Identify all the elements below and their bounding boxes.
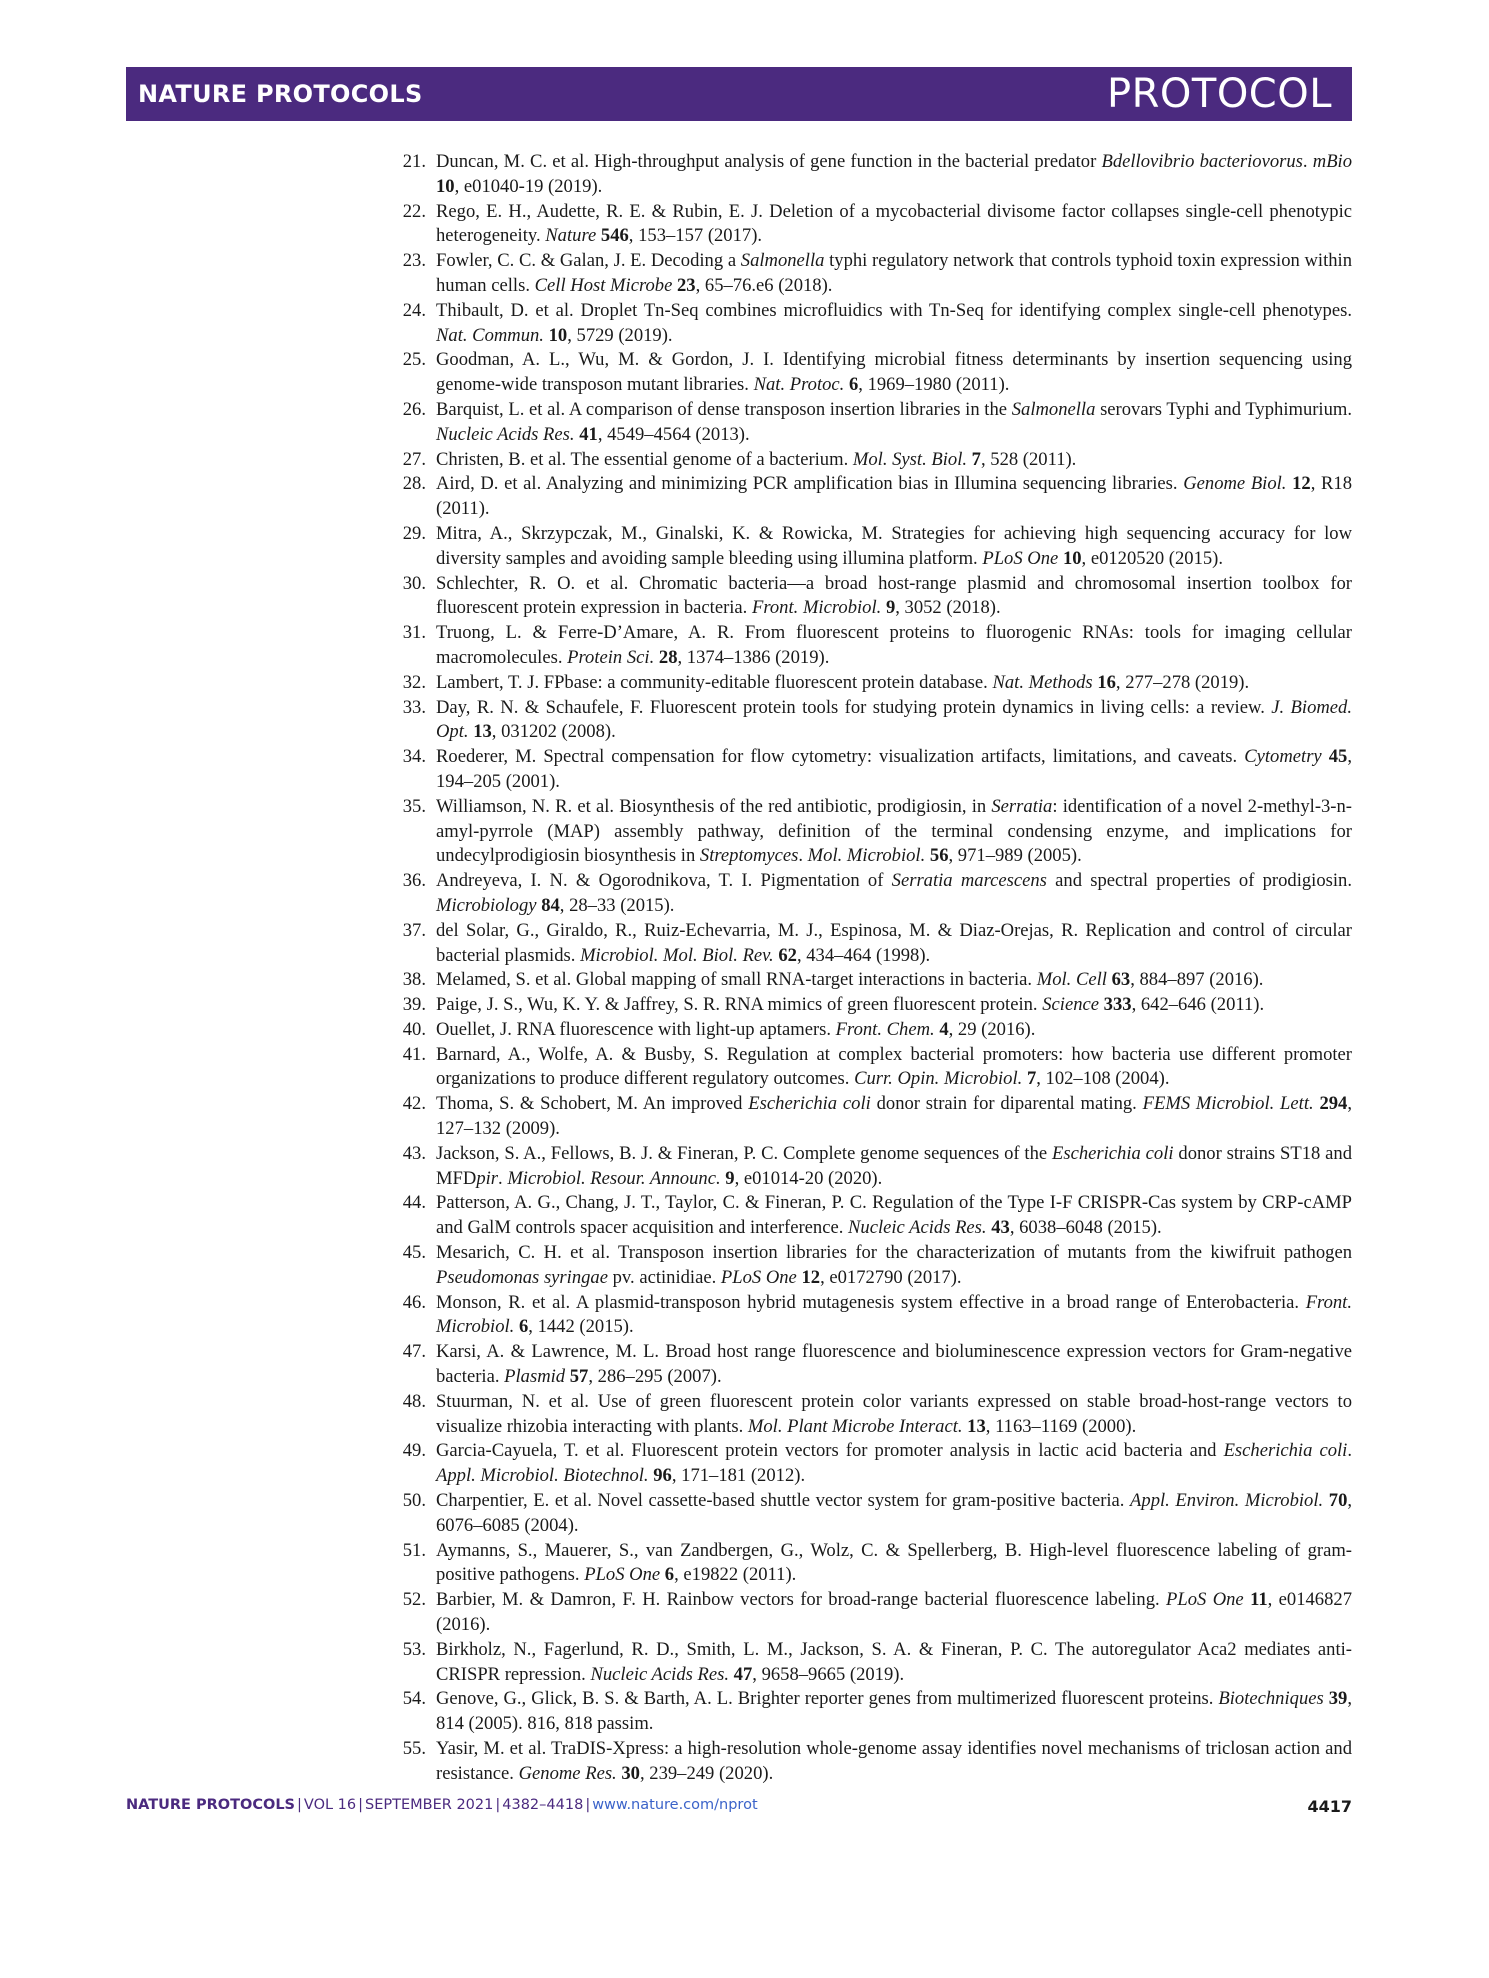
reference-italic-text: Genome Biol. [1183,473,1287,495]
reference-text [436,1540,1352,1586]
reference-number: 46. [402,1291,426,1313]
reference-volume: 39 [1328,1688,1348,1710]
reference-italic-text: Nat. Methods [992,671,1093,693]
reference-number: 23. [402,250,426,272]
reference-text-segment: Birkholz, N., Fagerlund, R. D., Smith, L. M., Jackson, S. A. & Fineran, P. C. The autoregulator Aca2 mediates anti-CRISPR repression. [436,1638,1352,1685]
reference-text-segment: , 642–646 (2011). [1131,994,1265,1016]
reference-number: 43. [402,1142,426,1164]
footer-journal-link[interactable]: www.nature.com/nprot [592,1797,758,1813]
reference-text-segment: , 971–989 (2005). [948,845,1082,867]
reference-number: 52. [402,1589,426,1611]
reference-italic-text: Escherichia coli [748,1093,871,1115]
page-number: 4417 [1307,1797,1352,1816]
reference-italic-text: Microbiol. Resour. Announc. [507,1167,721,1189]
reference-text-segment: , 5729 (2019). [567,324,673,346]
reference-volume: 12 [1292,473,1311,495]
reference-text-segment: , 814 (2005). 816, 818 passim. [436,1688,1352,1735]
reference-text [436,622,1352,668]
reference-text [436,151,1352,197]
reference-text-segment: , 127–132 (2009). [436,1093,1352,1140]
reference-text-segment: Karsi, A. & Lawrence, M. L. Broad host range fluorescence and bioluminescence expression vectors for Gram-negative bacteria. [436,1341,1352,1388]
reference-item [388,1092,1352,1142]
reference-text [436,201,1352,247]
reference-text-segment: Genove, G., Glick, B. S. & Barth, A. L. Brighter reporter genes from multimerized fluorescent proteins. [436,1688,1219,1710]
reference-text-segment: serovars Typhi and Typhimurium. [1095,398,1353,420]
reference-text-segment: , 4549–4564 (2013). [597,423,750,445]
reference-italic-text: Appl. Environ. Microbiol. [1130,1490,1324,1512]
reference-text-segment: Rego, E. H., Audette, R. E. & Rubin, E. J. Deletion of a mycobacterial divisome factor collapses single-cell phenotypic heterogeneity. [436,200,1352,247]
reference-text [436,573,1352,619]
reference-item [388,249,1352,299]
reference-item [388,1687,1352,1737]
reference-text-segment: Andreyeva, I. N. & Ogorodnikova, T. I. Pigmentation of [436,870,892,892]
reference-number: 55. [402,1738,426,1759]
reference-text-segment: , e0120520 (2015). [1081,547,1224,569]
reference-italic-text: Bdellovibrio bacteriovorus [1101,151,1303,172]
reference-item [388,1191,1352,1241]
reference-number: 32. [402,671,426,693]
reference-number: 44. [402,1192,426,1214]
reference-number: 40. [402,1018,426,1040]
reference-item [388,1043,1352,1093]
reference-italic-text: Genome Res. [518,1762,617,1784]
reference-text [436,746,1352,792]
reference-italic-text: Front. Microbiol. [436,1291,1352,1338]
reference-item [388,621,1352,671]
reference-text-segment: Fowler, C. C. & Galan, J. E. Decoding a [436,250,741,272]
reference-item [388,1439,1352,1489]
reference-item [388,993,1352,1018]
reference-text-segment: , e0172790 (2017). [820,1266,962,1288]
reference-number: 34. [402,746,426,768]
reference-text-segment: , 9658–9665 (2019). [752,1663,905,1685]
reference-text-segment: , R18 (2011). [436,473,1352,520]
reference-text [436,920,1352,966]
footer-journal-name: NATURE PROTOCOLS [126,1797,296,1813]
reference-volume: 96 [653,1465,672,1487]
reference-italic-text: Nucleic Acids Res. [590,1663,730,1685]
reference-item [388,919,1352,969]
reference-italic-text: Cytometry [1244,746,1322,768]
reference-text [436,300,1352,346]
reference-volume: 56 [929,845,949,867]
reference-number: 30. [402,572,426,594]
footer-separator: | [358,1797,364,1813]
reference-text [436,994,1264,1015]
reference-text [436,1192,1352,1238]
reference-text-segment: , 1163–1169 (2000). [985,1415,1137,1437]
reference-italic-text: Plasmid [504,1366,566,1388]
reference-text [436,349,1352,395]
reference-item [388,398,1352,448]
reference-italic-text: Escherichia coli [1052,1142,1174,1164]
reference-number: 42. [402,1093,426,1115]
reference-number: 21. [402,151,426,172]
reference-text-segment: , 171–181 (2012). [671,1465,806,1487]
reference-text [436,1589,1352,1635]
reference-italic-text: PLoS One [1166,1589,1244,1611]
reference-text-segment: Mitra, A., Skrzypczak, M., Ginalski, K. & Rowicka, M. Strategies for achieving high sequencing accuracy for low diversity samples and avoiding sample bleeding using illumina platform. [436,522,1352,569]
reference-volume: 47 [733,1663,753,1685]
reference-number: 29. [402,522,426,544]
reference-volume: 41 [579,423,598,445]
reference-text-segment: Thoma, S. & Schobert, M. An improved [436,1093,749,1115]
reference-text [436,1019,1035,1040]
reference-item [388,1737,1352,1787]
reference-volume: 6 [664,1564,675,1586]
reference-italic-text: Science [1042,994,1100,1016]
reference-text-segment: Duncan, M. C. et al. High-throughput analysis of gene function in the bacterial predator [436,151,1102,172]
reference-item [388,1588,1352,1638]
reference-italic-text: Biotechniques [1218,1688,1324,1710]
reference-text-segment: donor strain for diparental mating. [870,1093,1143,1115]
reference-text [436,1044,1352,1090]
reference-italic-text: FEMS Microbiol. Lett. [1142,1093,1314,1115]
reference-text [436,523,1352,569]
reference-number: 36. [402,870,426,892]
reference-text [436,399,1352,445]
reference-text-segment: Thibault, D. et al. Droplet Tn-Seq combines microfluidics with Tn-Seq for identifying complex single-cell phenotypes. [436,299,1352,321]
reference-italic-text: Appl. Microbiol. Biotechnol. [436,1465,649,1487]
reference-number: 28. [402,473,426,495]
reference-text-segment: , 1969–1980 (2011). [858,374,1010,396]
reference-italic-text: Front. Chem. [835,1018,935,1040]
reference-italic-text: Escherichia coli [1223,1440,1348,1462]
reference-number: 33. [402,696,426,718]
reference-italic-text: Nature [545,225,597,247]
reference-italic-text: PLoS One [584,1564,661,1586]
reference-text-segment: , 1442 (2015). [528,1316,634,1338]
reference-volume: 12 [801,1266,821,1288]
reference-text-segment: Garcia-Cayuela, T. et al. Fluorescent protein vectors for promoter analysis in lactic acid bacteria and [436,1440,1224,1462]
reference-item [388,1638,1352,1688]
reference-text-segment: , 28–33 (2015). [559,894,675,916]
reference-number: 51. [402,1539,426,1561]
reference-italic-text: Serratia marcescens [891,870,1047,892]
reference-text [436,796,1352,867]
reference-text-segment: . [1347,1440,1352,1462]
reference-italic-text: Serratia [991,795,1053,817]
reference-volume: 10 [1062,547,1082,569]
reference-item [388,1539,1352,1589]
reference-number: 24. [402,299,426,321]
reference-text-segment: Lambert, T. J. FPbase: a community-editable fluorescent protein database. [436,671,993,693]
reference-text [436,250,1352,296]
reference-text-segment: Jackson, S. A., Fellows, B. J. & Fineran, P. C. Complete genome sequences of the [436,1142,1052,1164]
reference-number: 25. [402,349,426,371]
reference-number: 31. [402,622,426,644]
reference-text-segment: Barnard, A., Wolfe, A. & Busby, S. Regulation at complex bacterial promoters: how bacteria use different promoter organizations to produce different regulatory outcomes. [436,1043,1352,1090]
footer-separator: | [585,1797,591,1813]
reference-text-segment: , 528 (2011). [980,448,1077,470]
reference-item [388,1489,1352,1539]
reference-number: 50. [402,1490,426,1512]
reference-italic-text: PLoS One [720,1266,797,1288]
reference-item [388,1340,1352,1390]
reference-number: 37. [402,919,426,941]
reference-text-segment: Barquist, L. et al. A comparison of dense transposon insertion libraries in the [436,398,1012,420]
reference-italic-text: Salmonella [740,250,825,272]
reference-text-segment: donor strains ST18 and MFD [436,1142,1352,1189]
reference-text [436,1143,1352,1189]
reference-number: 39. [402,994,426,1016]
reference-italic-text: Curr. Opin. Microbiol. [854,1068,1023,1090]
reference-text-segment: Williamson, N. R. et al. Biosynthesis of the red antibiotic, prodigiosin, in [436,795,992,817]
reference-italic-text: PLoS One [982,547,1059,569]
reference-volume: 6 [518,1316,529,1338]
reference-text-segment: Melamed, S. et al. Global mapping of small RNA-target interactions in bacteria. [436,969,1037,991]
reference-volume: 11 [1250,1589,1268,1611]
reference-text-segment: Yasir, M. et al. TraDIS-Xpress: a high-resolution whole-genome assay identifies novel mechanisms of triclosan action and resistance. [436,1738,1352,1784]
reference-text-segment: Aird, D. et al. Analyzing and minimizing PCR amplification bias in Illumina sequencing libraries. [436,473,1184,495]
reference-item [388,200,1352,250]
reference-volume: 7 [1026,1068,1037,1090]
reference-item [388,1142,1352,1192]
reference-volume: 30 [621,1762,640,1784]
reference-item [388,448,1352,473]
reference-italic-text: Mol. Cell [1036,969,1107,991]
reference-italic-text: Microbiology [436,894,537,916]
reference-text [436,449,1076,470]
reference-text-segment: , 286–295 (2007). [588,1366,722,1388]
reference-text-segment: Schlechter, R. O. et al. Chromatic bacteria—a broad host-range plasmid and chromosomal insertion toolbox for fluorescent protein expression in bacteria. [436,572,1352,619]
reference-text [436,1490,1352,1536]
reference-text-segment: Mesarich, C. H. et al. Transposon insertion libraries for the characterization of mutants from the kiwifruit pathogen [436,1242,1352,1264]
reference-text-segment: , e19822 (2011). [674,1564,797,1586]
reference-text-segment: , 884–897 (2016). [1130,969,1264,991]
reference-text-segment: del Solar, G., Giraldo, R., Ruiz-Echevarria, M. J., Espinosa, M. & Diaz-Orejas, R. Replication and control of circular bacterial plasmids. [436,919,1352,966]
reference-item [388,795,1352,869]
reference-text-segment: Christen, B. et al. The essential genome of a bacterium. [436,448,853,470]
reference-volume: 546 [600,225,629,247]
reference-text-segment: Monson, R. et al. A plasmid-transposon hybrid mutagenesis system effective in a broad range of Enterobacteria. [436,1291,1306,1313]
reference-item [388,745,1352,795]
reference-italic-text: Mol. Microbiol. [807,845,926,867]
reference-italic-text: Mol. Syst. Biol. [852,448,968,470]
reference-volume: 9 [885,597,896,619]
reference-italic-text: Nucleic Acids Res. [436,423,575,445]
reference-text-segment: . [498,1167,508,1189]
reference-volume: 45 [1328,746,1348,768]
reference-volume: 70 [1328,1490,1348,1512]
reference-text [436,473,1352,519]
reference-text-segment: , 239–249 (2020). [639,1762,774,1784]
reference-volume: 13 [473,721,492,743]
reference-item [388,1291,1352,1341]
reference-volume: 6 [848,374,859,396]
reference-text-segment: , 6038–6048 (2015). [1009,1217,1162,1239]
reference-volume: 4 [939,1018,949,1040]
reference-italic-text: Cell Host Microbe [534,274,673,296]
reference-number: 53. [402,1638,426,1660]
reference-text-segment: . [1302,151,1313,172]
reference-number: 27. [402,448,426,470]
reference-volume: 62 [778,944,797,966]
reference-italic-text: Mol. Plant Microbe Interact. [747,1415,963,1437]
reference-text-segment: , 29 (2016). [948,1018,1036,1040]
reference-number: 26. [402,398,426,420]
reference-item [388,299,1352,349]
reference-text-segment: Barbier, M. & Damron, F. H. Rainbow vectors for broad-range bacterial fluorescence labeling. [436,1589,1167,1611]
reference-text-segment: , e01014-20 (2020). [734,1167,883,1189]
reference-italic-text: J. Biomed. Opt. [436,696,1352,743]
reference-number: 48. [402,1390,426,1412]
reference-volume: 28 [658,646,678,668]
reference-text-segment: , 1374–1386 (2019). [677,646,830,668]
reference-item [388,671,1352,696]
reference-text-segment: : identification of a novel 2-methyl-3-n-amyl-pyrrole (MAP) assembly pathway, definition of the terminal condensing enzyme, and implications for undecylprodigiosin biosynthesis in [436,795,1352,867]
footer-separator: | [297,1797,302,1813]
reference-volume: 16 [1097,671,1116,693]
reference-item [388,572,1352,622]
reference-number: 54. [402,1688,426,1710]
reference-volume: 10 [436,175,455,197]
reference-text-segment: , 65–76.e6 (2018). [695,274,833,296]
reference-volume: 294 [1319,1093,1348,1115]
reference-number: 35. [402,795,426,817]
footer-separator: | [495,1797,501,1813]
reference-italic-text: Salmonella [1011,398,1096,420]
reference-list [388,150,1352,1787]
reference-text-segment: Goodman, A. L., Wu, M. & Gordon, J. I. Identifying microbial fitness determinants by insertion sequencing using genome-wide transposon mutant libraries. [436,349,1352,396]
reference-item [388,472,1352,522]
reference-text-segment: Charpentier, E. et al. Novel cassette-based shuttle vector system for gram-positive bacteria. [436,1490,1131,1512]
reference-number: 22. [402,200,426,222]
article-type: PROTOCOL [1106,71,1332,117]
reference-italic-text: pir [476,1167,499,1189]
reference-text-segment: , 194–205 (2001). [436,746,1352,792]
reference-text-segment: Roederer, M. Spectral compensation for flow cytometry: visualization artifacts, limitations, and caveats. [436,746,1245,768]
reference-volume: 43 [991,1217,1010,1239]
reference-text-segment: pv. actinidiae. [607,1266,721,1288]
reference-text-segment: Day, R. N. & Schaufele, F. Fluorescent protein tools for studying protein dynamics in living cells: a review. [436,696,1272,718]
reference-text [436,697,1352,743]
reference-item [388,348,1352,398]
reference-text-segment: , 3052 (2018). [895,597,1001,619]
reference-volume: 333 [1103,994,1132,1016]
reference-volume: 7 [971,448,981,470]
reference-volume: 23 [677,274,696,296]
reference-text-segment: Aymanns, S., Mauerer, S., van Zandbergen, G., Wolz, C. & Spellerberg, B. High-level fluorescence labeling of gram-positive pathogens. [436,1539,1352,1586]
reference-italic-text: mBio [1312,151,1353,172]
reference-text-segment: Paige, J. S., Wu, K. Y. & Jaffrey, S. R. RNA mimics of green fluorescent protein. [436,994,1043,1016]
reference-volume: 9 [725,1167,735,1189]
reference-text [436,1688,1352,1734]
reference-text-segment: , 031202 (2008). [491,721,616,743]
reference-volume: 10 [548,324,568,346]
reference-text-segment: , 434–464 (1998). [796,944,931,966]
footer-date: SEPTEMBER 2021 [365,1797,494,1813]
reference-text [436,1341,1352,1387]
reference-text-segment: and spectral properties of prodigiosin. [1046,870,1352,892]
reference-italic-text: Nucleic Acids Res. [848,1217,987,1239]
reference-text-segment [1322,746,1329,767]
reference-text-segment: typhi regulatory network that controls typhoid toxin expression within human cells. [436,250,1352,296]
reference-number: 47. [402,1341,426,1363]
reference-text [436,1242,1352,1288]
reference-text-segment: , e01040-19 (2019). [454,175,603,197]
reference-item [388,968,1352,993]
reference-italic-text: Nat. Commun. [436,324,544,346]
reference-text-segment: , 153–157 (2017). [628,225,763,247]
reference-italic-text: Front. Microbiol. [751,597,882,619]
journal-header-bar [126,67,1352,121]
reference-italic-text: Protein Sci. [567,646,655,668]
reference-number: 45. [402,1242,426,1264]
reference-text [436,1292,1352,1338]
reference-number: 49. [402,1440,426,1462]
reference-text [436,1738,1352,1784]
reference-italic-text: Streptomyces [699,845,799,867]
reference-item [388,869,1352,919]
reference-volume: 13 [967,1415,986,1437]
reference-item [388,522,1352,572]
reference-number: 41. [402,1043,426,1065]
reference-item [388,150,1352,200]
reference-italic-text: Nat. Protoc. [753,374,845,396]
reference-item [388,1018,1352,1043]
reference-volume: 84 [541,894,560,916]
reference-text-segment: . [798,845,808,867]
reference-text-segment: Truong, L. & Ferre-D’Amare, A. R. From fluorescent proteins to fluorogenic RNAs: tools for imaging cellular macromolecules. [436,622,1352,668]
footer-page-range: 4382–4418 [502,1797,584,1813]
journal-name: NATURE PROTOCOLS [138,80,423,108]
reference-text [436,1639,1352,1685]
reference-text-segment: , 6076–6085 (2004). [436,1490,1353,1536]
reference-text-segment: Stuurman, N. et al. Use of green fluorescent protein color variants expressed on stable broad-host-range vectors to visualize rhizobia interacting with plants. [436,1390,1352,1437]
reference-italic-text: Microbiol. Mol. Biol. Rev. [580,944,774,966]
reference-text-segment: Patterson, A. G., Chang, J. T., Taylor, C. & Fineran, P. C. Regulation of the Type I-F CRISPR-Cas system by CRP-cAMP and GalM controls spacer acquisition and interference. [436,1192,1352,1239]
reference-volume: 63 [1111,969,1131,991]
reference-text-segment: , e0146827 (2016). [436,1589,1352,1636]
reference-text [436,1440,1352,1486]
footer-volume: VOL 16 [303,1797,357,1813]
reference-volume: 57 [569,1366,589,1388]
reference-text [436,1391,1352,1437]
reference-text [436,1093,1352,1139]
reference-text-segment: Ouellet, J. RNA fluorescence with light-up aptamers. [436,1018,836,1040]
reference-text-segment: , 102–108 (2004). [1036,1068,1170,1090]
page-footer [126,1797,1352,1821]
reference-number: 38. [402,969,426,991]
reference-text [436,870,1352,916]
reference-text [436,672,1249,693]
reference-item [388,1390,1352,1440]
reference-text [436,969,1263,990]
reference-text-segment: , 277–278 (2019). [1115,671,1250,693]
reference-italic-text: Pseudomonas syringae [436,1266,608,1288]
reference-item [388,696,1352,746]
reference-item [388,1241,1352,1291]
